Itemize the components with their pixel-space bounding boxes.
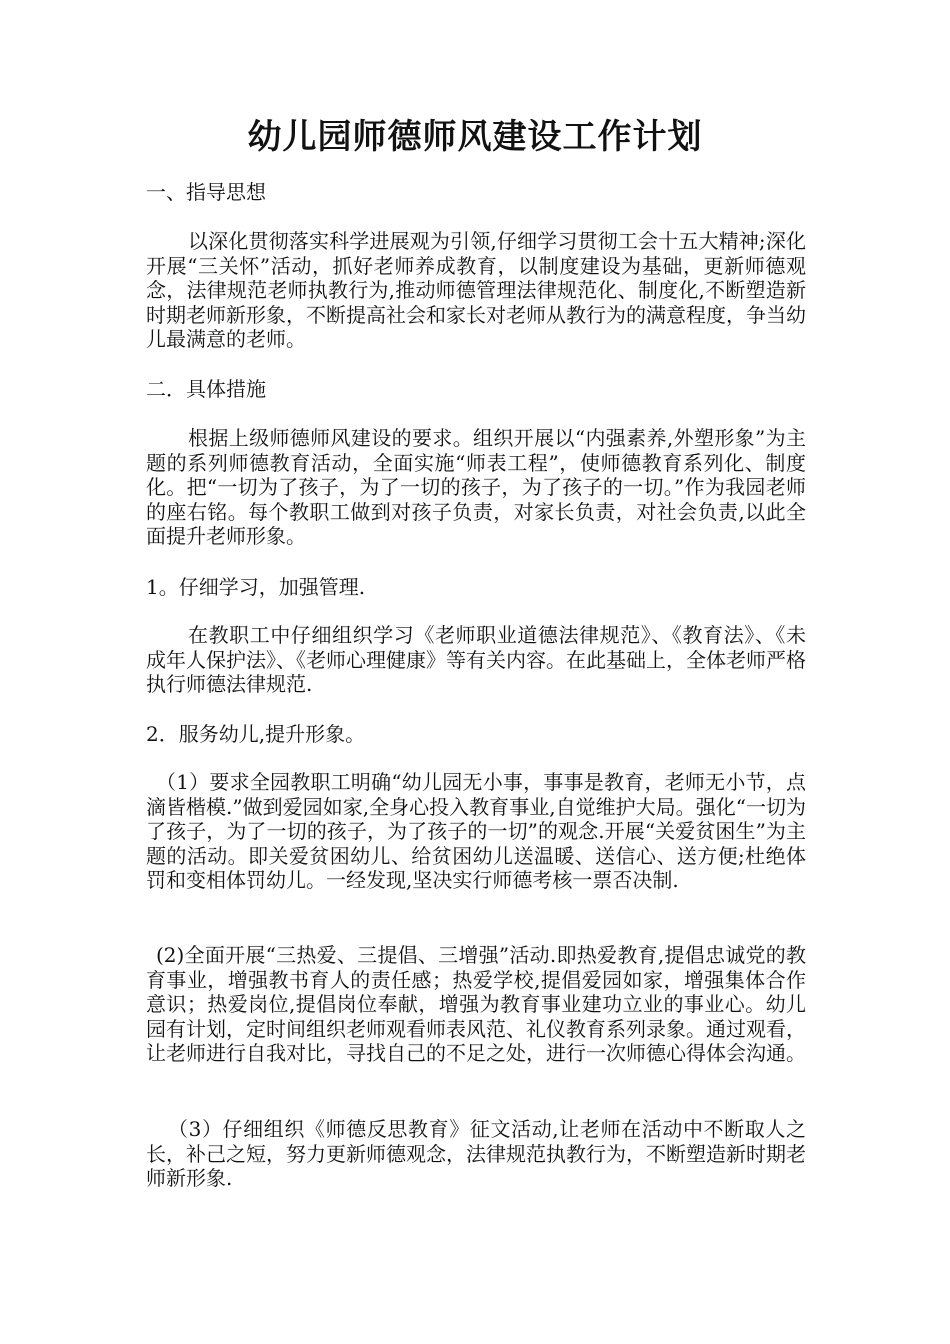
- document-title: 幼儿园师德师风建设工作计划: [247, 117, 703, 157]
- paragraph-guiding-ideology: 以深化贯彻落实科学进展观为引领,仔细学习贯彻工会十五大精神;深化开展“三关怀”活动，抓好老师养成教育，以制度建设为基础，更新师德观念，法律规范老师执教行为,推动师德管理法律规范化、制度化,不断塑造新时期老师新形象，不断提高社会和家长对老师从教行为的满意程度，争当幼儿最满意的老师。: [146, 229, 806, 351]
- paragraph-requirement-3: （3）仔细组织《师德反思教育》征文活动,让老师在活动中不断取人之长，补己之短，努力更新师德观念，法律规范执教行为，不断塑造新时期老师新形象.: [146, 1117, 806, 1190]
- section-heading-guiding-ideology: 一、指导思想: [146, 180, 266, 204]
- item-heading-study-management: 1。仔细学习，加强管理.: [146, 575, 366, 599]
- paragraph-requirement-2: (2)全面开展“三热爱、三提倡、三增强”活动.即热爱教育,提倡忠诚党的教育事业，增强教书育人的责任感；热爱学校,提倡爱园如家，增强集体合作意识；热爱岗位,提倡岗位奉献，增强为教育事业建功立业的事业心。幼儿园有计划，定时间组织老师观看师表风范、礼仪教育系列录象。通过观看，让老师进行自我对比，寻找自己的不足之处，进行一次师德心得体会沟通。: [146, 943, 806, 1065]
- paragraph-study-management: 在教职工中仔细组织学习《老师职业道德法律规范》、《教育法》、《未成年人保护法》、《老师心理健康》等有关内容。在此基础上，全体老师严格执行师德法律规范.: [146, 623, 806, 696]
- paragraph-specific-measures: 根据上级师德师风建设的要求。组织开展以“内强素养,外塑形象”为主题的系列师德教育活动，全面实施“师表工程”，使师德教育系列化、制度化。把“一切为了孩子，为了一切的孩子，为了孩子的一切。”作为我园老师的座右铭。每个教职工做到对孩子负责，对家长负责，对社会负责,以此全面提升老师形象。: [146, 426, 806, 548]
- section-heading-specific-measures: 二．具体措施: [146, 377, 266, 401]
- item-heading-serve-children: 2．服务幼儿,提升形象。: [146, 722, 366, 746]
- paragraph-requirement-1: （1）要求全园教职工明确“幼儿园无小事，事事是教育，老师无小节，点滴皆楷模.”做到爱园如家,全身心投入教育事业,自觉维护大局。强化“一切为了孩子，为了一切的孩子，为了孩子的一切”的观念.开展“关爱贫困生”为主题的活动。即关爱贫困幼儿、给贫困幼儿送温暖、送信心、送方便;杜绝体罚和变相体罚幼儿。一经发现,坚决实行师德考核一票否决制.: [146, 770, 806, 892]
